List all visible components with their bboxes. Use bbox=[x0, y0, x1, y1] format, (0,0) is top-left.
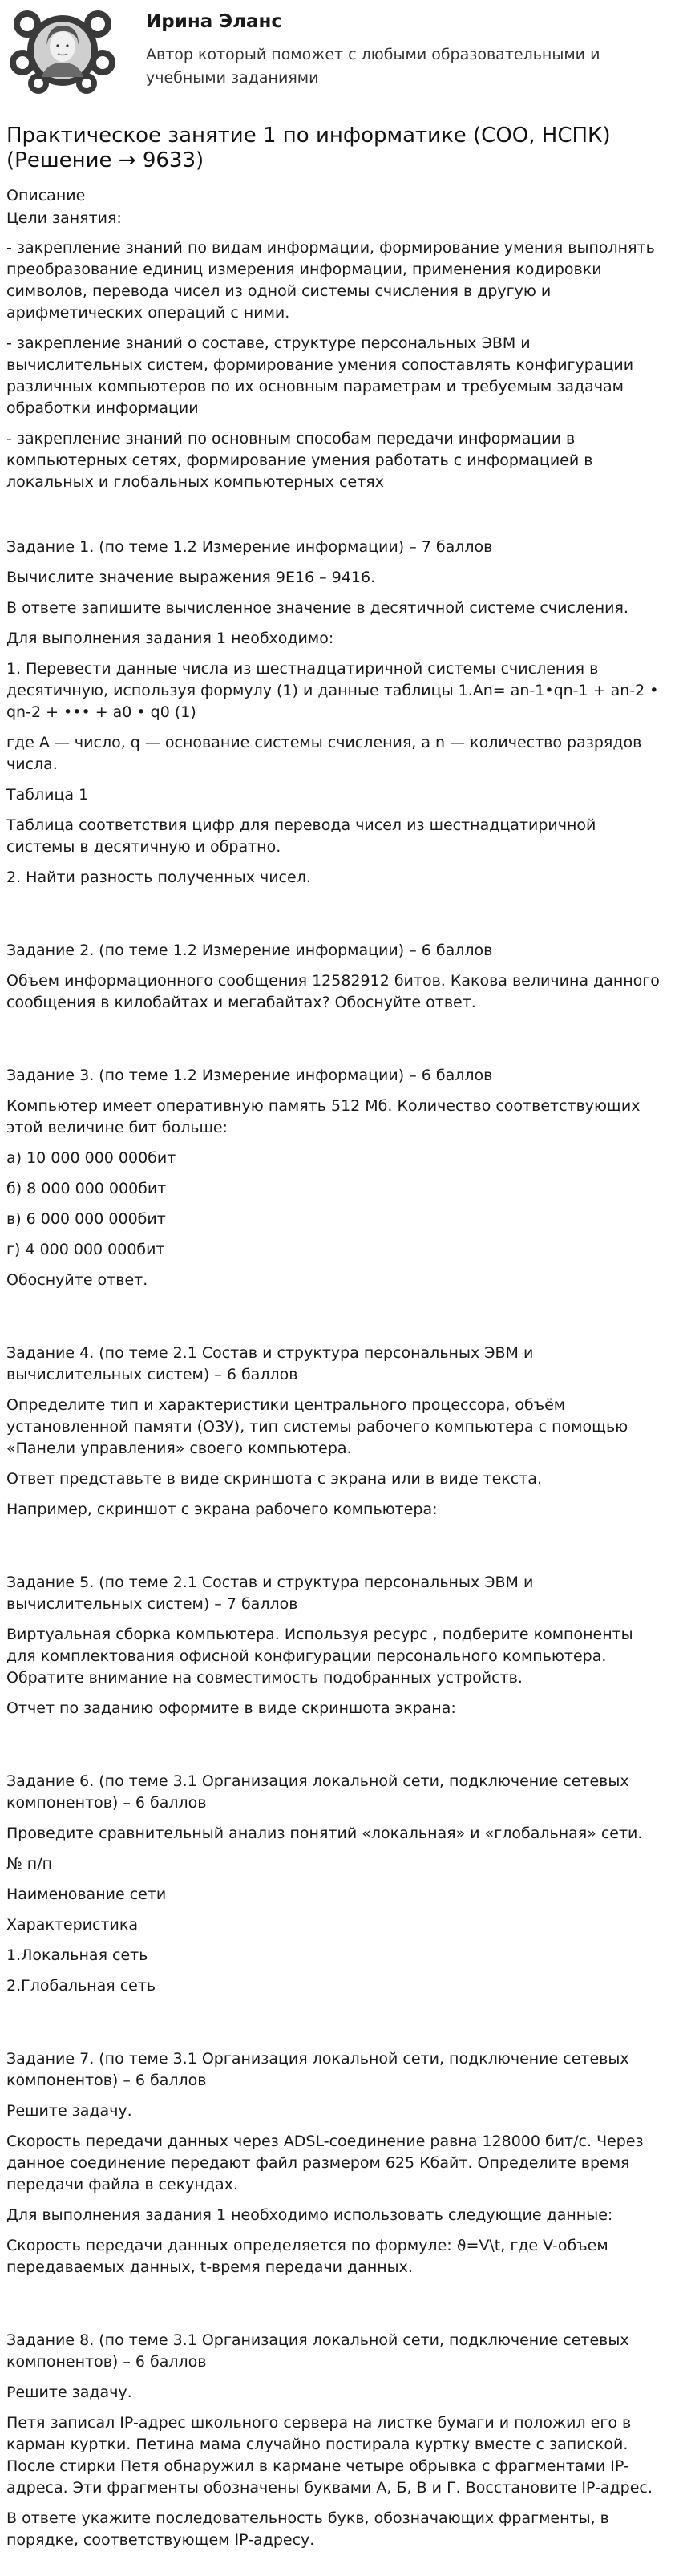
task-heading: Задание 7. (по теме 3.1 Организация локальной сети, подключение сетевых компонентов) – 6 баллов bbox=[6, 2050, 629, 2089]
author-description: Автор который поможет с любыми образовательными и учебными заданиями bbox=[146, 46, 600, 87]
task-line: где А — число, q — основание системы счисления, а n — количество разрядов числа. bbox=[6, 734, 642, 773]
goal-item: - закрепление знаний по видам информации, формирование умения выполнять преобразование единиц измерения информации, применения кодировки символов, перевода чисел из одной системы счисления в другую и арифметических операций с ними. bbox=[6, 239, 655, 322]
task-line: Скорость передачи данных определяется по формуле: ϑ=V\t, где V-объем передаваемых данных, t-время передачи данных. bbox=[6, 2237, 608, 2276]
goals-label: Цели занятия: bbox=[6, 209, 122, 227]
task-heading: Задание 2. (по теме 1.2 Измерение информации) – 6 баллов bbox=[6, 942, 493, 959]
description-label: Описание bbox=[6, 187, 86, 205]
task-line: Отчет по заданию оформите в виде скриншота экрана: bbox=[6, 1699, 456, 1717]
task-line: В ответе укажите последовательность букв, обозначающих фрагменты, в порядке, соответствующем IP-адресу. bbox=[6, 2509, 609, 2549]
task-line: Для выполнения задания 1 необходимо: bbox=[6, 630, 334, 647]
task-line: 1.Локальная сеть bbox=[6, 1946, 148, 1964]
goal-item: - закрепление знаний по основным способам передачи информации в компьютерных сетях, формирование умения работать с информацией в локальных и глобальных компьютерных сетях bbox=[6, 430, 593, 491]
avatar[interactable] bbox=[6, 6, 119, 95]
task-option: г) 4 000 000 000бит bbox=[6, 1241, 165, 1258]
task-line: Петя записал IP-адрес школьного сервера на листке бумаги и положил его в карман куртки. Петина мама случайно постирала куртку вместе с запиской. После стирки Петя обнаружил в кармане четыре обрывка с фрагментами IP-адреса. Эти фрагменты обозначены буквами А, Б, В и Г. Восстановите IP-адрес. bbox=[6, 2414, 653, 2497]
task-line: Ответ представьте в виде скриншота с экрана или в виде текста. bbox=[6, 1470, 542, 1488]
task-heading: Задание 8. (по теме 3.1 Организация локальной сети, подключение сетевых компонентов) – 6 баллов bbox=[6, 2331, 629, 2371]
task-line: Проведите сравнительный анализ понятий «локальная» и «глобальная» сети. bbox=[6, 1825, 643, 1842]
task-line: Таблица 1 bbox=[6, 786, 89, 804]
task-heading: Задание 6. (по теме 3.1 Организация локальной сети, подключение сетевых компонентов) – 6 баллов bbox=[6, 1772, 629, 1812]
author-info bbox=[119, 6, 643, 90]
task-line: Таблица соответствия цифр для перевода чисел из шестнадцатиричной системы в десятичную и обратно. bbox=[6, 816, 596, 856]
author-card bbox=[6, 6, 671, 95]
goal-item: - закрепление знаний о составе, структуре персональных ЭВМ и вычислительных систем, формирование умения сопоставлять конфигурации различных компьютеров по их основным параметрам и требуемым задачам обработки информации bbox=[6, 334, 634, 417]
page-title: Практическое занятие 1 по информатике (СОО, НСПК) (Решение → 9633) bbox=[6, 124, 611, 172]
task-option: б) 8 000 000 000бит bbox=[6, 1180, 167, 1197]
task-line: 1. Перевести данные числа из шестнадцатиричной системы счисления в десятичную, используя формулу (1) и данные таблицы 1.An= an-1•qn-1 + an-2 • qn-2 + ••• + a0 • q0 (1) bbox=[6, 660, 659, 721]
task-line: 2.Глобальная сеть bbox=[6, 1977, 156, 1995]
task-heading: Задание 4. (по теме 2.1 Состав и структура персональных ЭВМ и вычислительных систем) – 6 баллов bbox=[6, 1344, 534, 1383]
task-line: Решите задачу. bbox=[6, 2102, 132, 2120]
task-option: а) 10 000 000 000бит bbox=[6, 1149, 176, 1167]
task-1 bbox=[6, 537, 671, 889]
avatar-image bbox=[6, 6, 119, 95]
task-heading: Задание 5. (по теме 2.1 Состав и структура персональных ЭВМ и вычислительных систем) – 7 баллов bbox=[6, 1574, 534, 1613]
task-line: 2. Найти разность полученных чисел. bbox=[6, 869, 311, 886]
task-line: Решите задачу. bbox=[6, 2384, 132, 2401]
task-6 bbox=[6, 1771, 671, 1997]
task-line: Например, скриншот с экрана рабочего компьютера: bbox=[6, 1501, 438, 1518]
task-line: Для выполнения задания 1 необходимо использовать следующие данные: bbox=[6, 2206, 613, 2224]
task-line: Обоснуйте ответ. bbox=[6, 1271, 148, 1289]
task-line: Виртуальная сборка компьютера. Используя ресурс , подберите компоненты для комплектования офисной конфигурации персонального компьютера. Обратите внимание на совместимость подобранных устройств. bbox=[6, 1626, 633, 1687]
task-line: Скорость передачи данных через ADSL-соединение равна 128000 бит/с. Через данное соединение передают файл размером 625 Кбайт. Определите время передачи файла в секундах. bbox=[6, 2132, 644, 2193]
task-line: Компьютер имеет оперативную память 512 Мб. Количество соответствующих этой величине бит больше: bbox=[6, 1097, 641, 1136]
task-line: Определите тип и характеристики центрального процессора, объём установленной памяти (ОЗУ), тип системы рабочего компьютера с помощью «Панели управления» своего компьютера. bbox=[6, 1396, 628, 1457]
task-line: В ответе запишите вычисленное значение в десятичной системе счисления. bbox=[6, 599, 628, 617]
task-option: в) 6 000 000 000бит bbox=[6, 1210, 166, 1228]
task-line: Вычислите значение выражения 9E16 – 9416. bbox=[6, 569, 376, 586]
task-4 bbox=[6, 1343, 671, 1521]
task-7 bbox=[6, 2048, 671, 2278]
task-line: № п/п bbox=[6, 1855, 53, 1873]
task-heading: Задание 3. (по теме 1.2 Измерение информации) – 6 баллов bbox=[6, 1067, 493, 1084]
task-2 bbox=[6, 940, 671, 1014]
task-3 bbox=[6, 1065, 671, 1291]
task-heading: Задание 1. (по теме 1.2 Измерение информации) – 7 баллов bbox=[6, 538, 493, 556]
task-line: Характеристика bbox=[6, 1916, 138, 1934]
task-5 bbox=[6, 1572, 671, 1719]
task-line: Объем информационного сообщения 12582912 битов. Какова величина данного сообщения в килобайтах и мегабайтах? Обоснуйте ответ. bbox=[6, 972, 660, 1011]
task-8 bbox=[6, 2330, 671, 2551]
task-line: Наименование сети bbox=[6, 1885, 167, 1903]
author-name[interactable]: Ирина Эланс bbox=[146, 11, 283, 32]
goals-list bbox=[6, 237, 671, 493]
